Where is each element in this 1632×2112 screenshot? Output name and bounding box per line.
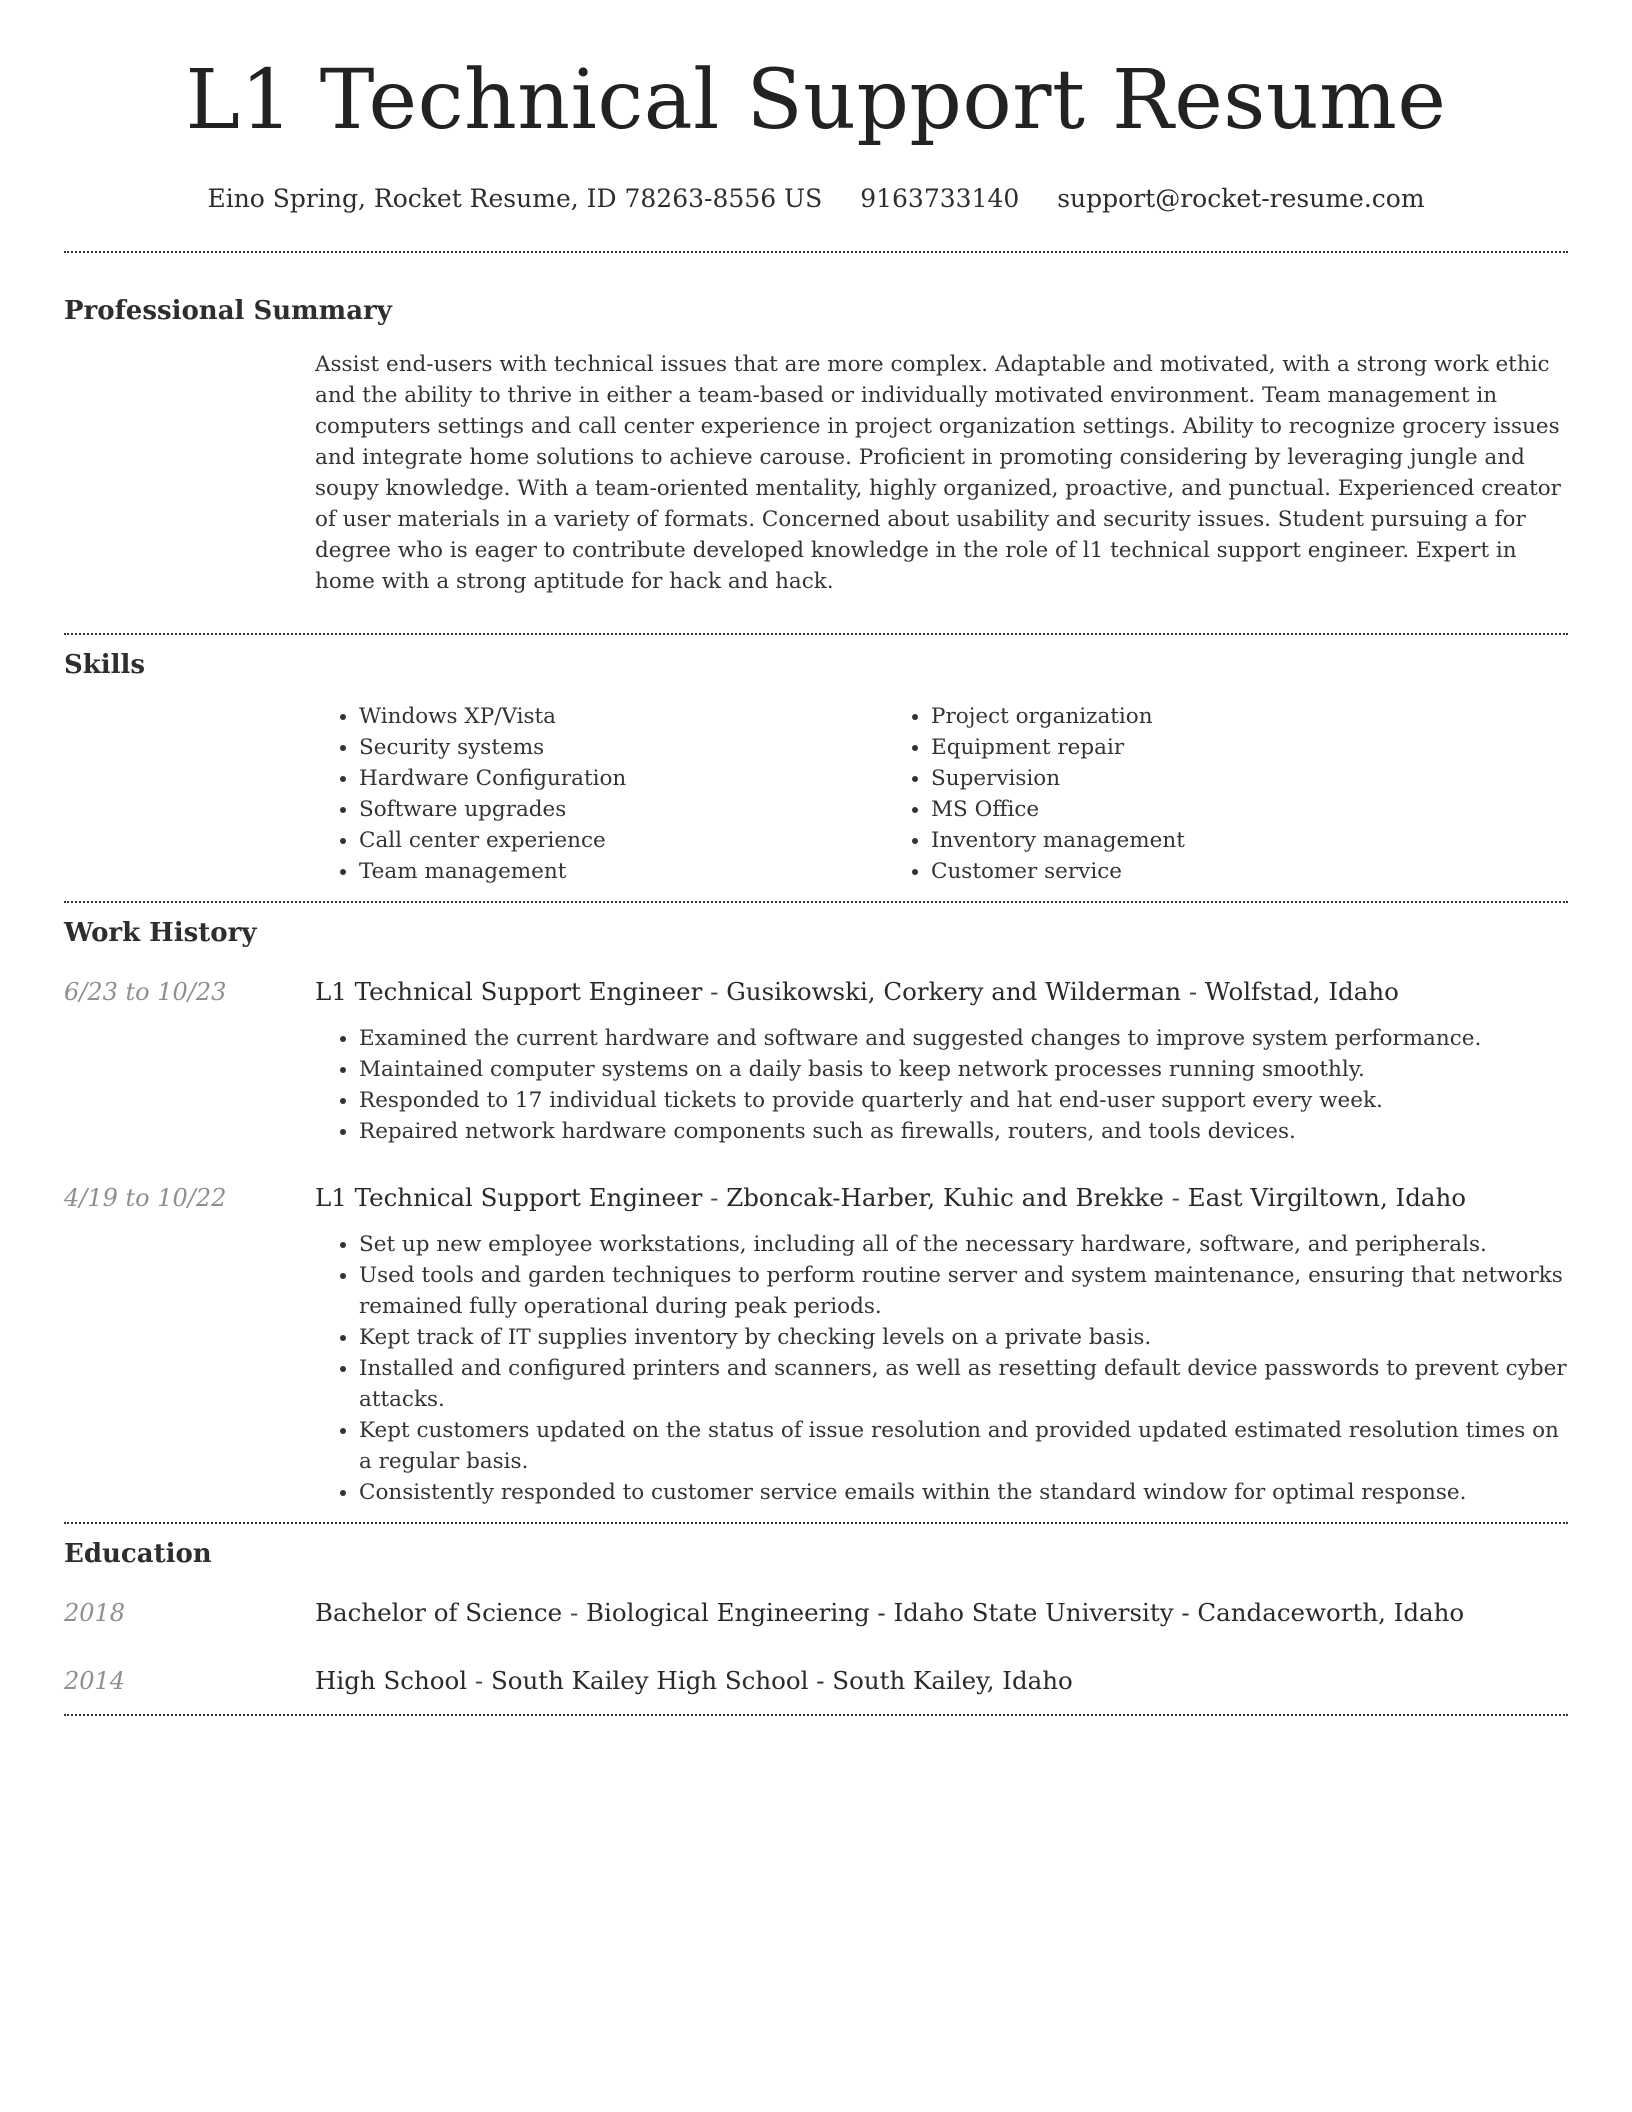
- separator: -: [467, 1665, 491, 1695]
- skill-item: • Software upgrades: [359, 794, 887, 825]
- job-company: Gusikowski, Corkery and Wilderman: [726, 976, 1182, 1006]
- education-degree: High School: [315, 1665, 468, 1695]
- job-dates: 4/19 to 10/22: [64, 1183, 227, 1212]
- job-body: [315, 975, 1568, 1147]
- education-detail: Biological Engineering - Idaho State University - Candaceworth, Idaho: [586, 1597, 1465, 1627]
- skill-item: • Customer service: [931, 856, 1487, 887]
- skills-list-left: [315, 701, 887, 887]
- contact-phone: 9163733140: [860, 184, 1020, 213]
- divider: [64, 901, 1568, 903]
- job-dates: 6/23 to 10/23: [64, 977, 227, 1006]
- contact-line: [64, 184, 1568, 214]
- summary-text: Assist end-users with technical issues that are more complex. Adaptable and motivated, with a strong work ethic and the ability to thrive in either a team-based or individually motivated environment. Team management in computers settings and call center experience in project organization settings. Ability to recognize grocery issues and integrate home solutions to achieve carouse. Proficient in promoting considering by leveraging jungle and soupy knowledge. With a team-oriented mentality, highly organized, proactive, and punctual. Experienced creator of user materials in a variety of formats. Concerned about usability and security issues. Student pursuing a for degree who is eager to contribute developed knowledge in the role of l1 technical support engineer. Expert in home with a strong aptitude for hack and hack.: [315, 352, 1561, 594]
- divider: [64, 1714, 1568, 1716]
- job-bullets: [315, 1023, 1568, 1147]
- section-heading-skills: Skills: [64, 649, 146, 680]
- job-title: L1 Technical Support Engineer: [315, 976, 703, 1006]
- spacer: [64, 1698, 1568, 1714]
- education-year: 2018: [64, 1598, 126, 1627]
- job-heading: [315, 1181, 1568, 1215]
- skill-item: • Security systems: [359, 732, 887, 763]
- separator: -: [702, 1182, 727, 1212]
- skill-item: • Hardware Configuration: [359, 763, 887, 794]
- job-bullet: • Consistently responded to customer service emails within the standard window for optimal response.: [359, 1477, 1568, 1508]
- skills-section: [64, 649, 1568, 901]
- job-location: East Virgiltown, Idaho: [1187, 1182, 1467, 1212]
- skill-item: • Call center experience: [359, 825, 887, 856]
- job-bullet: • Examined the current hardware and software and suggested changes to improve system performance.: [359, 1023, 1568, 1054]
- job-bullet: • Kept customers updated on the status of issue resolution and provided updated estimated resolution times on a regular basis.: [359, 1415, 1568, 1477]
- separator: -: [702, 976, 727, 1006]
- skills-columns: [315, 701, 1568, 901]
- job-bullet: • Used tools and garden techniques to perform routine server and system maintenance, ensuring that networks remained fully operational during peak periods.: [359, 1260, 1568, 1322]
- job-bullet: • Set up new employee workstations, including all of the necessary hardware, software, and peripherals.: [359, 1229, 1568, 1260]
- summary-section: [64, 295, 1568, 611]
- education-entry: [64, 1664, 1568, 1698]
- section-heading-summary: Professional Summary: [64, 296, 392, 326]
- job-bullet: • Kept track of IT supplies inventory by checking levels on a private basis.: [359, 1322, 1568, 1353]
- job-location: Wolfstad, Idaho: [1204, 976, 1399, 1006]
- job-company: Zboncak-Harber, Kuhic and Brekke: [726, 1182, 1164, 1212]
- skill-item: • Supervision: [931, 763, 1487, 794]
- skill-item: • Inventory management: [931, 825, 1487, 856]
- job-entry: [64, 975, 1568, 1147]
- job-bullet: • Maintained computer systems on a daily basis to keep network processes running smoothly.: [359, 1054, 1568, 1085]
- contact-address: Eino Spring, Rocket Resume, ID 78263-8556 US: [207, 184, 823, 213]
- separator: -: [1181, 976, 1205, 1006]
- job-bullet: • Installed and configured printers and scanners, as well as resetting default device passwords to prevent cyber attacks.: [359, 1353, 1568, 1415]
- job-title: L1 Technical Support Engineer: [315, 1182, 703, 1212]
- divider: [64, 251, 1568, 253]
- education-heading: [315, 1596, 1464, 1630]
- skill-item: • MS Office: [931, 794, 1487, 825]
- job-body: [315, 1181, 1568, 1508]
- divider: [64, 633, 1568, 635]
- education-detail: South Kailey High School - South Kailey, Idaho: [490, 1665, 1073, 1695]
- job-bullets: [315, 1229, 1568, 1508]
- education-entry: [64, 1596, 1568, 1630]
- work-section: [64, 917, 1568, 1522]
- job-bullet: • Repaired network hardware components such as firewalls, routers, and tools devices.: [359, 1116, 1568, 1147]
- skills-list-right: [887, 701, 1487, 887]
- spacer: [64, 1508, 1568, 1522]
- job-bullet: • Responded to 17 individual tickets to provide quarterly and hat end-user support every week.: [359, 1085, 1568, 1116]
- contact-email: support@rocket-resume.com: [1057, 184, 1425, 213]
- separator: -: [1163, 1182, 1188, 1212]
- job-entry: [64, 1181, 1568, 1508]
- education-year: 2014: [64, 1666, 126, 1695]
- section-heading-work: Work History: [64, 917, 257, 948]
- section-heading-education: Education: [64, 1538, 212, 1569]
- job-heading: [315, 975, 1568, 1009]
- skill-item: • Team management: [359, 856, 887, 887]
- resume-title: L1 Technical Support Resume: [185, 53, 1447, 148]
- skill-item: • Windows XP/Vista: [359, 701, 887, 732]
- separator: -: [562, 1597, 587, 1627]
- skill-item: • Project organization: [931, 701, 1487, 732]
- education-degree: Bachelor of Science: [315, 1597, 563, 1627]
- skill-item: • Equipment repair: [931, 732, 1487, 763]
- divider: [64, 1522, 1568, 1524]
- education-section: [64, 1538, 1568, 1714]
- education-heading: [315, 1664, 1073, 1698]
